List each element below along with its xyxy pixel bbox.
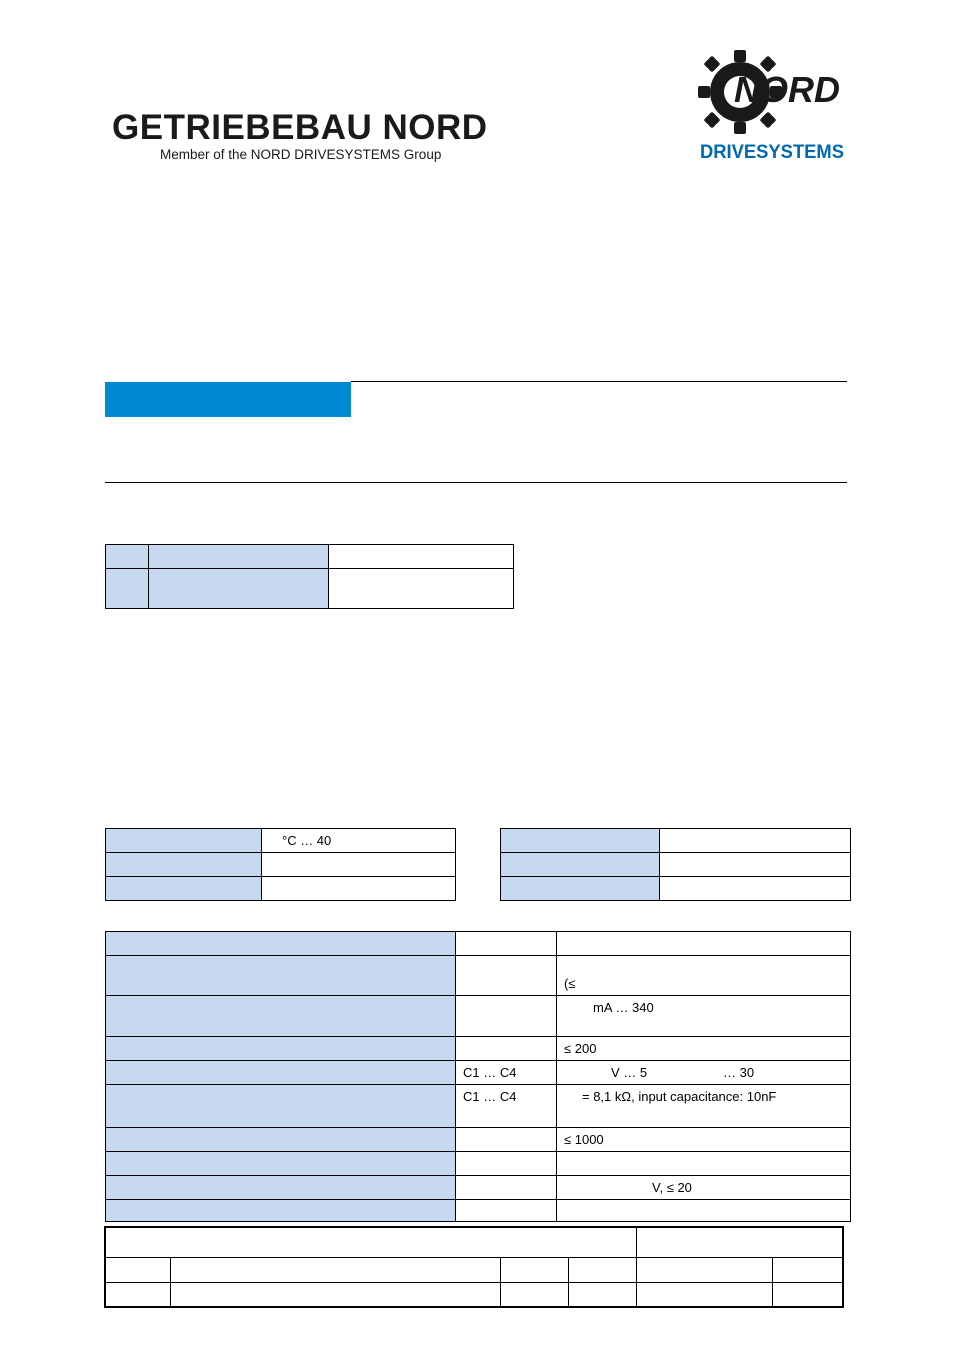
table-row bbox=[106, 932, 851, 956]
environment-table-left bbox=[105, 828, 456, 901]
revision-cell bbox=[170, 1282, 500, 1306]
info-cell bbox=[329, 545, 514, 569]
table-row bbox=[106, 1257, 842, 1282]
table-row bbox=[106, 1085, 851, 1128]
info-cell bbox=[149, 569, 329, 609]
spec-label bbox=[106, 1085, 456, 1128]
env-label bbox=[106, 829, 262, 853]
table-row bbox=[501, 829, 851, 853]
table-row bbox=[106, 829, 456, 853]
spec-value: (≤ bbox=[557, 956, 851, 996]
spec-value bbox=[557, 932, 851, 956]
env-value bbox=[262, 877, 456, 901]
revision-cell bbox=[772, 1257, 842, 1282]
info-cell bbox=[329, 569, 514, 609]
nord-drivesystems-logo bbox=[696, 42, 846, 162]
table-row bbox=[106, 1176, 851, 1200]
table-row bbox=[106, 1061, 851, 1085]
table-row bbox=[106, 956, 851, 996]
table-row bbox=[106, 1228, 842, 1257]
env-value bbox=[660, 853, 851, 877]
header-rule-bottom bbox=[105, 482, 847, 483]
spec-value: = 8,1 kΩ, input capacitance: 10nF bbox=[557, 1085, 851, 1128]
revision-cell bbox=[500, 1257, 568, 1282]
info-table bbox=[105, 544, 514, 609]
info-cell bbox=[106, 569, 149, 609]
revision-box bbox=[104, 1226, 844, 1308]
table-row bbox=[106, 853, 456, 877]
spec-terminal: C1 … C4 bbox=[456, 1085, 557, 1128]
spec-terminal bbox=[456, 1176, 557, 1200]
spec-label bbox=[106, 1128, 456, 1152]
logo-nord-text: NORD bbox=[734, 69, 840, 110]
revision-cell bbox=[636, 1257, 772, 1282]
table-row bbox=[106, 1152, 851, 1176]
table-row bbox=[106, 1200, 851, 1222]
env-value bbox=[660, 877, 851, 901]
spec-value: V, ≤ 20 bbox=[557, 1176, 851, 1200]
spec-value: ≤ 1000 bbox=[557, 1128, 851, 1152]
env-value bbox=[660, 829, 851, 853]
spec-terminal bbox=[456, 956, 557, 996]
spec-label bbox=[106, 1176, 456, 1200]
env-label bbox=[106, 877, 262, 901]
env-label bbox=[501, 877, 660, 901]
spec-value: V … 5 … 30 bbox=[557, 1061, 851, 1085]
revision-cell bbox=[500, 1282, 568, 1306]
spec-terminal bbox=[456, 1128, 557, 1152]
spec-terminal: C1 … C4 bbox=[456, 1061, 557, 1085]
table-row bbox=[106, 1282, 842, 1306]
revision-table bbox=[106, 1228, 842, 1306]
env-label bbox=[501, 829, 660, 853]
table-row bbox=[501, 853, 851, 877]
info-cell bbox=[106, 545, 149, 569]
env-value bbox=[262, 853, 456, 877]
info-cell bbox=[149, 545, 329, 569]
spec-terminal bbox=[456, 1037, 557, 1061]
spec-terminal bbox=[456, 996, 557, 1037]
revision-cell bbox=[772, 1282, 842, 1306]
spec-label bbox=[106, 932, 456, 956]
table-row bbox=[106, 545, 514, 569]
specification-table bbox=[105, 931, 851, 1222]
spec-value bbox=[557, 1200, 851, 1222]
spec-label bbox=[106, 1152, 456, 1176]
spec-label bbox=[106, 1061, 456, 1085]
table-row bbox=[106, 569, 514, 609]
spec-label bbox=[106, 1037, 456, 1061]
env-label bbox=[501, 853, 660, 877]
revision-cell bbox=[106, 1282, 170, 1306]
revision-cell bbox=[568, 1257, 636, 1282]
revision-cell bbox=[636, 1282, 772, 1306]
spec-terminal bbox=[456, 932, 557, 956]
revision-cell bbox=[106, 1228, 636, 1257]
company-name: GETRIEBEBAU NORD bbox=[112, 108, 488, 147]
spec-value: mA … 340 bbox=[557, 996, 851, 1037]
spec-terminal bbox=[456, 1200, 557, 1222]
logo-drivesystems-text: DRIVESYSTEMS bbox=[700, 142, 844, 162]
table-row bbox=[106, 1128, 851, 1152]
header-rule-top bbox=[351, 381, 847, 382]
company-tagline: Member of the NORD DRIVESYSTEMS Group bbox=[160, 147, 442, 162]
table-row bbox=[106, 996, 851, 1037]
table-row bbox=[106, 1037, 851, 1061]
revision-cell bbox=[170, 1257, 500, 1282]
env-label bbox=[106, 853, 262, 877]
spec-label bbox=[106, 996, 456, 1037]
spec-label bbox=[106, 1200, 456, 1222]
revision-cell bbox=[568, 1282, 636, 1306]
environment-table-right bbox=[500, 828, 851, 901]
revision-cell bbox=[636, 1228, 842, 1257]
table-row bbox=[501, 877, 851, 901]
spec-terminal bbox=[456, 1152, 557, 1176]
table-row bbox=[106, 877, 456, 901]
section-title-bar bbox=[105, 382, 351, 417]
spec-label bbox=[106, 956, 456, 996]
env-value: °C … 40 bbox=[262, 829, 456, 853]
revision-cell bbox=[106, 1257, 170, 1282]
spec-value: ≤ 200 bbox=[557, 1037, 851, 1061]
spec-value bbox=[557, 1152, 851, 1176]
